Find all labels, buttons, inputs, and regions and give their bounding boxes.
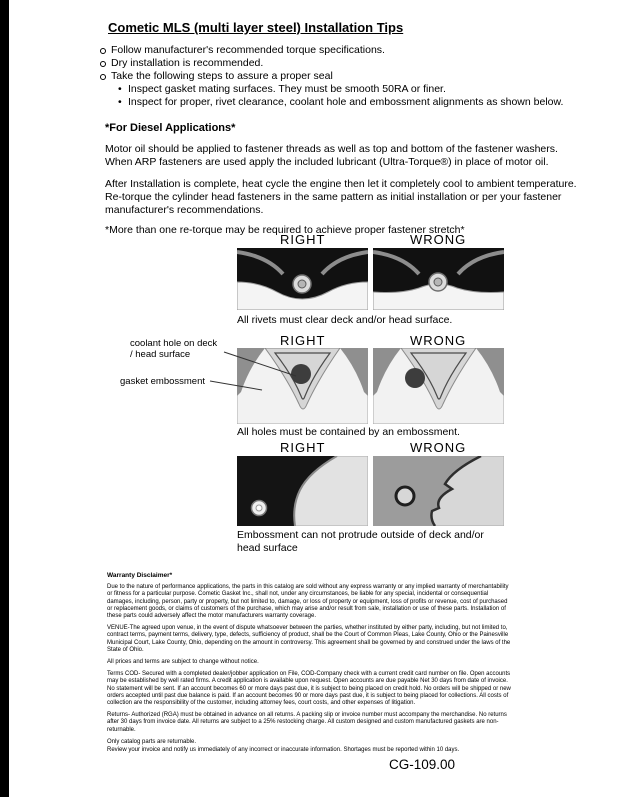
main-content — [96, 20, 582, 237]
disclaimer-heading: Warranty Disclaimer* — [107, 572, 173, 579]
disclaimer-paragraph: Returns- Authorized (RGA) must be obtained in advance on all returns. A packing slip or invoice number must accompany the merchandise. No returns after 30 days from invoice date. All returns are subject to a 25% restocking charge. All custom designed and custom manufactured gaskets are non-returnable. — [107, 712, 507, 733]
disclaimer-paragraph: VENUE-The agreed upon venue, in the event of dispute whatsoever between the parties, whether instituted by either party, including, but not limited to, contract terms, payment terms, delivery, type, defects, sufficiency of product, shall be the Court of Common Pleas, Lake County, Ohio or the Painesville Municipal Court, Lake County, Ohio, depending on the amount in controversy. This agreement shall be governed by and construed under the laws of the State of Ohio. — [107, 625, 511, 653]
catalog-page-code: CG-109.00 — [388, 757, 456, 772]
tip-item: Take the following steps to assure a proper seal — [100, 70, 582, 83]
right-label-row2: RIGHT — [280, 333, 326, 348]
tip-item: Dry installation is recommended. — [100, 57, 582, 70]
wrong-label-row1: WRONG — [410, 232, 467, 247]
diesel-paragraph-2: After Installation is complete, heat cycle the engine then let it completely cool to ambient temperature. Re-torque the cylinder head fasteners in the same pattern as initial installation or per your fastener manufacturer's recommendations. — [105, 178, 577, 216]
wrong-label-row3: WRONG — [410, 440, 467, 455]
retorque-note: *More than one re-torque may be required to achieve proper fastener stretch* — [105, 224, 465, 236]
sub-tip-item: • Inspect for proper, rivet clearance, coolant hole and embossment alignments as shown below. — [118, 96, 582, 109]
disclaimer-paragraph: Only catalog parts are returnable. — [107, 738, 197, 745]
gasket-embossment-label: gasket embossment — [120, 376, 206, 387]
disclaimer-paragraph: Due to the nature of performance applications, the parts in this catalog are sold without any express warranty or any implied warranty of merchantability or fitness for a particular purpose. Cometic Gasket Inc., shall not, under any circumstances, be liable for any special, incidental or consequential damages, including, person, party or property, but not limited to, damage, or loss of property or equipment, loss of profits or revenue, cost of purchased or replacement goods, or claims of customers of the purchase, which may arise and/or result from sale, installation or use of these parts. Installation of these parts could adversely affect the motor manufacturers warranty coverage. — [107, 584, 509, 620]
rivet-caption: All rivets must clear deck and/or head surface. — [237, 314, 453, 326]
disclaimer-paragraph: All prices and terms are subject to change without notice. — [107, 659, 259, 666]
disclaimer-paragraph: Terms COD- Secured with a completed dealer/jobber application on File, COD-Company check with a current credit card number on file. Open accounts may be established by well rated firms. A credit application is available upon request. Open accounts are due payable Net 30 days from date of invoice. No statement will be sent. If an account becomes 60 or more days past due, it is subject to being placed on credit hold. No orders will be shipped or new orders accepted until past due balance is paid. If an account becomes 90 or more days past due, it is subject to being placed for collections. All costs of collection are the responsibility of the customer, including attorney fees, court costs, and other expenses of litigation. — [107, 671, 511, 707]
right-label-row1: RIGHT — [280, 232, 326, 247]
wrong-label-row2: WRONG — [410, 333, 467, 348]
embossment-inside-diagram — [237, 456, 368, 526]
warranty-disclaimer — [107, 572, 512, 759]
page-title: Cometic MLS (multi layer steel) Installation Tips — [108, 20, 404, 35]
tip-item: Follow manufacturer's recommended torque specifications. — [100, 44, 582, 57]
embossment-protruding-diagram — [373, 456, 504, 526]
diesel-paragraph-1: Motor oil should be applied to fastener threads as well as top and bottom of the fastener washers. When ARP fasteners are used apply the included lubricant (Ultra-Torque®) in place of motor oil. — [105, 143, 558, 168]
hole-uncontained-diagram — [373, 348, 504, 424]
coolant-hole-label: coolant hole on deck / head surface — [130, 338, 218, 360]
installation-tips-list — [100, 44, 582, 109]
hole-caption: All holes must be contained by an embossment. — [237, 426, 460, 438]
rivet-touching-diagram — [373, 248, 504, 310]
hole-contained-diagram — [237, 348, 368, 424]
diagram-section — [0, 230, 618, 575]
protrusion-caption: Embossment can not protrude outside of deck and/or head surface — [237, 529, 484, 554]
rivet-clear-diagram — [237, 248, 368, 310]
right-label-row3: RIGHT — [280, 440, 326, 455]
sub-tip-item: • Inspect gasket mating surfaces. They must be smooth 50RA or finer. — [118, 83, 582, 96]
disclaimer-paragraph: Review your invoice and notify us immediately of any incorrect or inaccurate information. Shortages must be reported within 10 days. — [107, 747, 460, 754]
diesel-applications-heading: *For Diesel Applications* — [105, 122, 236, 134]
